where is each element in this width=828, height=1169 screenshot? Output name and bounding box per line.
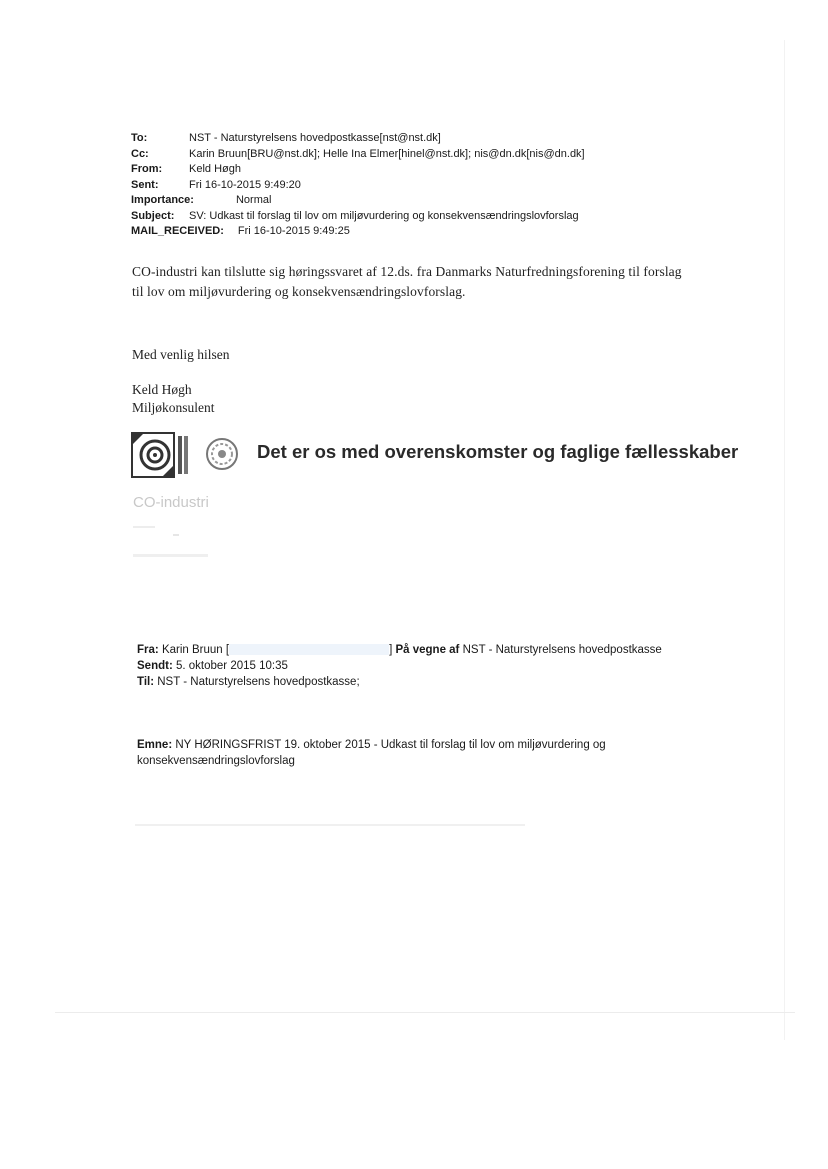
banner-tagline: Det er os med overenskomster og faglige fællesskaber <box>257 441 739 462</box>
sent-label: Sent: <box>131 178 159 191</box>
fra-value: Karin Bruun [ <box>161 644 230 656</box>
fra-close: ] <box>389 644 393 656</box>
from-label: From: <box>131 163 163 175</box>
scan-edge <box>784 40 785 1040</box>
cc-row <box>131 147 585 163</box>
vegne-label: På vegne af <box>395 644 460 656</box>
sent-row <box>131 178 585 194</box>
til-label: Til: <box>137 676 155 688</box>
subject-label: Subject: <box>131 209 175 222</box>
co-industri-logo <box>131 432 191 478</box>
to-label: To: <box>131 132 148 144</box>
cc-label: Cc: <box>131 147 149 160</box>
mail-received-value: Fri 16-10-2015 9:49:25 <box>237 225 350 237</box>
subject-row <box>131 209 585 225</box>
scan-line <box>55 1012 795 1013</box>
vegne-value: NST - Naturstyrelsens hovedpostkasse <box>462 644 662 656</box>
sent-value: Fri 16-10-2015 9:49:20 <box>189 178 301 191</box>
faded-text-line <box>135 818 535 832</box>
sendt-row <box>137 658 662 674</box>
to-value: NST - Naturstyrelsens hovedpostkasse[nst@nst.dk] <box>189 132 441 144</box>
til-row <box>137 674 662 690</box>
signature-name: Keld Høgh <box>132 382 192 397</box>
fra-row <box>137 642 662 658</box>
importance-label: Importance: <box>131 194 194 206</box>
emne-row <box>137 737 657 769</box>
fra-label: Fra: <box>137 644 159 656</box>
mail-received-label: MAIL_RECEIVED: <box>131 225 224 237</box>
from-value: Keld Høgh <box>189 163 241 175</box>
sendt-value: 5. oktober 2015 10:35 <box>175 660 288 672</box>
emne-label: Emne: <box>137 739 173 751</box>
cc-value: Karin Bruun[BRU@nst.dk]; Helle Ina Elmer[hinel@nst.dk]; nis@dn.dk[nis@dn.dk] <box>189 147 585 160</box>
signature <box>132 381 215 417</box>
mail-received-row <box>131 224 585 240</box>
redacted-email <box>229 644 389 655</box>
union-emblem-icon <box>205 437 239 471</box>
signature-title: Miljøkonsulent <box>132 400 215 415</box>
til-value: NST - Naturstyrelsens hovedpostkasse; <box>157 676 360 688</box>
subject-value: SV: Udkast til forslag til lov om miljøvurdering og konsekvensændringslovforslag <box>189 209 579 222</box>
faded-company-name: CO-industri <box>133 494 209 511</box>
to-row <box>131 131 585 147</box>
importance-row <box>131 193 585 209</box>
importance-value: Normal <box>235 194 272 206</box>
sendt-label: Sendt: <box>137 660 173 672</box>
forwarded-header <box>137 642 662 690</box>
email-header <box>131 131 585 240</box>
emne-value: NY HØRINGSFRIST 19. oktober 2015 - Udkast til forslag til lov om miljøvurdering og konsekvensændringslovforslag <box>137 739 606 767</box>
faded-contact-block <box>133 522 223 567</box>
greeting: Med venlig hilsen <box>132 347 230 362</box>
body-paragraph: CO-industri kan tilslutte sig høringssvaret af 12.ds. fra Danmarks Naturfredningsforening til forslag til lov om miljøvurdering og konsekvensændringslovforslag. <box>132 264 682 299</box>
from-row <box>131 162 585 178</box>
